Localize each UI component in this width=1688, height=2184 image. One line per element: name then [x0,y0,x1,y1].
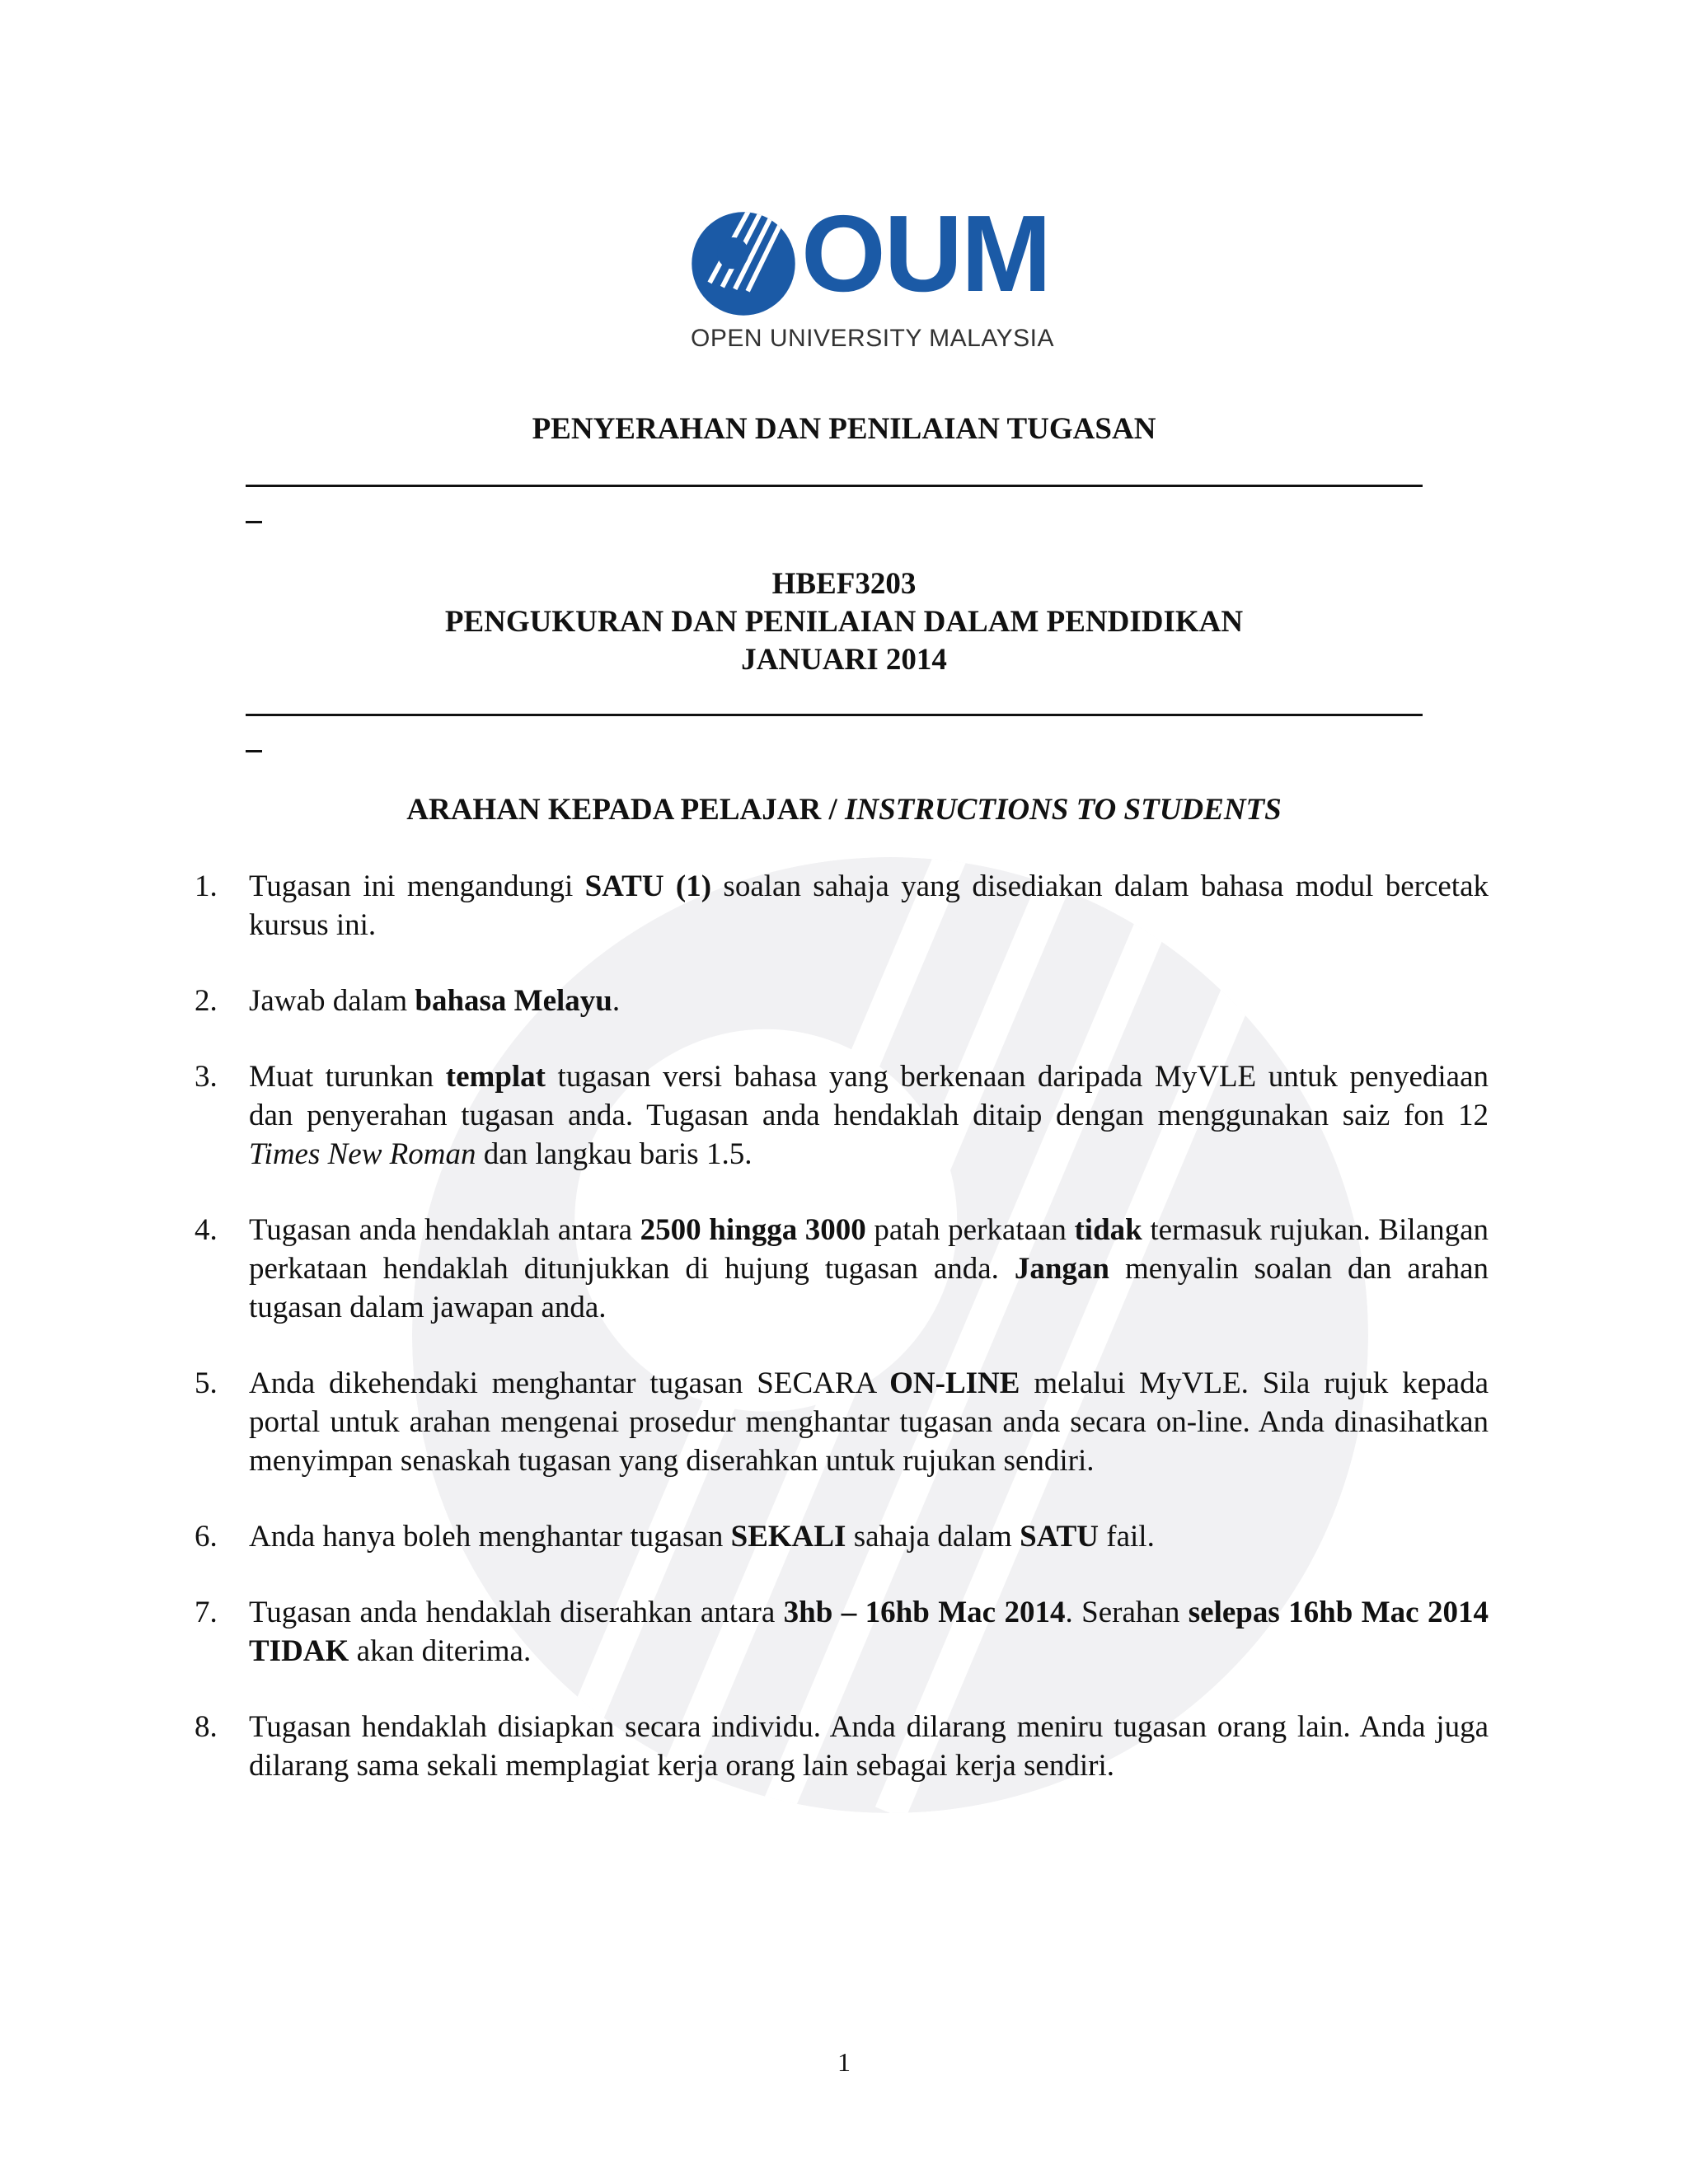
page-number: 1 [837,2047,851,2077]
divider-dash-top [246,521,262,523]
item-text: patah perkataan [865,1213,1075,1247]
item-text: Muat turunkan [249,1060,446,1094]
item-emphasis: SEKALI [730,1520,846,1554]
item-emphasis: 3hb – 16hb Mac 2014 [783,1596,1066,1629]
instructions-heading-english: INSTRUCTIONS TO STUDENTS [844,793,1282,827]
instruction-item [195,1364,1489,1480]
item-text: tugasan versi bahasa yang berkenaan daripada MyVLE untuk penyediaan dan penyerahan tugasan anda. Tugasan anda hendaklah ditaip dengan menggunakan saiz fon 12 [249,1060,1489,1132]
item-text: Anda hanya boleh menghantar tugasan [249,1520,731,1554]
divider-dash-middle [246,750,262,752]
item-text: soalan sahaja yang disediakan dalam bahasa modul bercetak kursus ini. [249,869,1489,942]
instruction-item [195,1708,1489,1785]
item-number: 2. [195,984,218,1018]
item-emphasis: bahasa Melayu [415,984,612,1018]
instructions-heading [0,792,1688,827]
item-text: Jawab dalam [249,984,415,1018]
instruction-item [195,1517,1489,1556]
instructions-heading-malay: ARAHAN KEPADA PELAJAR / [406,793,837,827]
item-emphasis: 2500 hingga 3000 [640,1213,866,1247]
item-emphasis: SATU (1) [584,869,712,903]
course-name: PENGUKURAN DAN PENILAIAN DALAM PENDIDIKAN [444,605,1244,639]
instruction-item [195,867,1489,944]
item-text: sahaja dalam [846,1520,1020,1554]
item-number: 8. [195,1710,218,1744]
logo-wordmark: OUM [801,193,1050,314]
oum-emblem-icon [691,211,796,316]
item-text: Anda dikehendaki menghantar tugasan SECARA [249,1366,890,1400]
logo-subtitle: OPEN UNIVERSITY MALAYSIA [691,325,1055,352]
item-text: fail. [1099,1520,1155,1554]
instructions-list [195,867,1489,1822]
item-text: dan langkau baris 1.5. [476,1137,753,1171]
item-text: menyalin soalan dan arahan tugasan dalam jawapan anda. [249,1252,1489,1324]
instruction-item [195,1057,1489,1174]
item-emphasis: Jangan [1014,1252,1110,1286]
item-emphasis: templat [445,1060,546,1094]
item-italic: Times New Roman [249,1137,476,1171]
divider-middle [246,714,1423,716]
item-number: 3. [195,1060,218,1094]
item-text: . Serahan [1065,1596,1189,1629]
course-semester: JANUARI 2014 [741,643,947,677]
item-emphasis: ON-LINE [889,1366,1020,1400]
item-number: 6. [195,1520,218,1554]
instruction-item [195,1593,1489,1671]
item-emphasis: tidak [1074,1213,1142,1247]
item-text: . [612,984,621,1018]
item-number: 5. [195,1366,218,1400]
item-number: 1. [195,869,218,903]
item-emphasis: SATU [1020,1520,1100,1554]
divider-top [246,485,1423,487]
item-number: 4. [195,1213,218,1247]
course-code: HBEF3203 [771,567,917,601]
item-emphasis: selepas 16hb Mac 2014 TIDAK [249,1596,1489,1668]
item-text: termasuk rujukan. Bilangan perkataan hendaklah ditunjukkan di hujung tugasan anda. [249,1213,1489,1286]
item-text: Tugasan anda hendaklah diserahkan antara [249,1596,784,1629]
document-title: PENYERAHAN DAN PENILAIAN TUGASAN [532,412,1156,446]
instruction-item [195,982,1489,1020]
item-text: Tugasan ini mengandungi [249,869,585,903]
item-text: melalui MyVLE. Sila rujuk kepada portal untuk arahan mengenai prosedur menghantar tugasan anda secara on-line. Anda dinasihatkan menyimpan senaskah tugasan yang diserahkan untuk rujukan sendiri. [249,1366,1489,1478]
item-number: 7. [195,1596,218,1629]
item-text: Tugasan hendaklah disiapkan secara individu. Anda dilarang meniru tugasan orang lain. Anda juga dilarang sama sekali memplagiat kerja orang lain sebagai kerja sendiri. [249,1710,1489,1783]
oum-logo [691,193,1055,359]
instruction-item [195,1211,1489,1327]
item-text: akan diterima. [349,1634,532,1668]
item-text: Tugasan anda hendaklah antara [249,1213,640,1247]
